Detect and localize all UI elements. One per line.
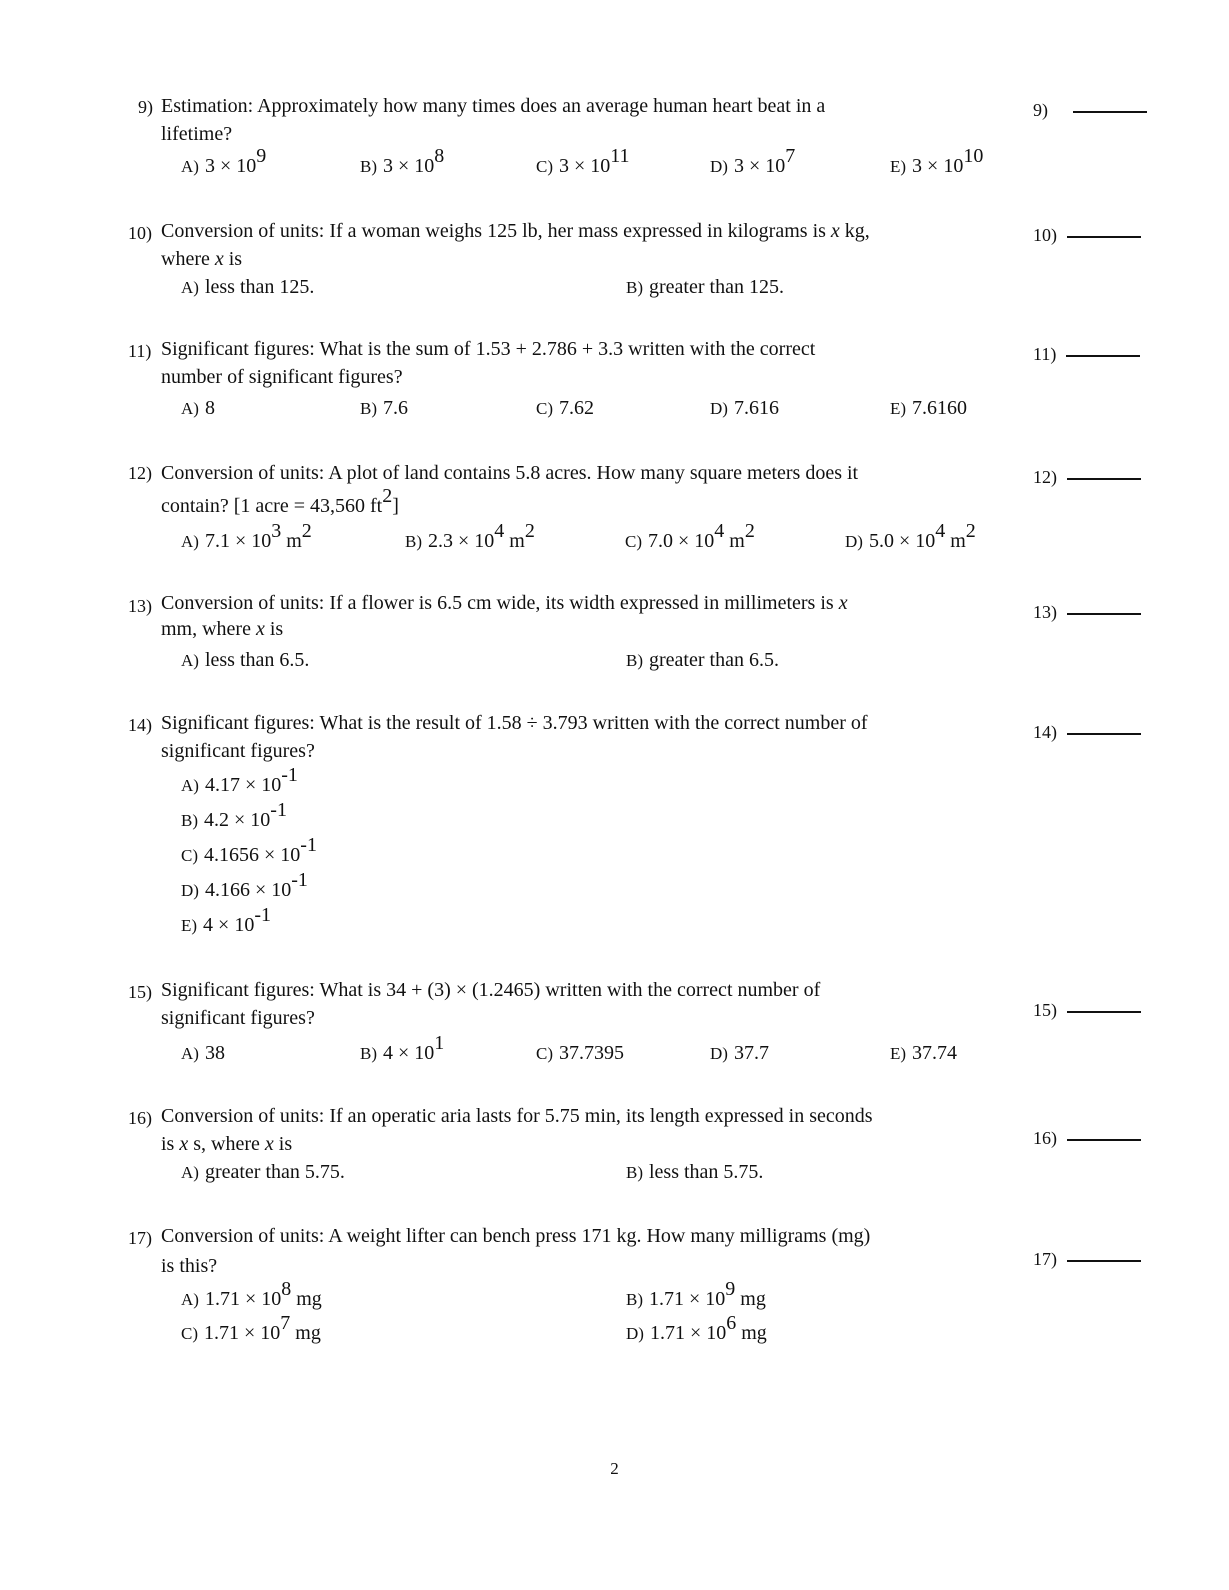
option-e: E) $4 \times 10^{-1}$ <box>181 904 271 936</box>
answer-blank[interactable]: 15) <box>1033 1000 1141 1021</box>
option-c: C) $1.71 \times 10^7$ mg <box>181 1312 321 1344</box>
option-b: B) $1.71 \times 10^9$ mg <box>626 1278 766 1310</box>
option-b: B) $3 \times 10^8$ <box>360 145 445 177</box>
option-c: C) $4.1656 \times 10^{-1}$ <box>181 834 317 866</box>
question-text: Conversion of units: A plot of land contains 5.8 acres. How many square meters does it contain? [1 acre = 43,560 $ft^2$] <box>161 462 859 517</box>
answer-line <box>1067 1139 1141 1141</box>
question-text: Significant figures: What is the sum of 1.53 + 2.786 + 3.3 written with the correct number of significant figures? <box>161 338 816 388</box>
question-number: 13) <box>128 596 152 616</box>
question-number: 14) <box>128 715 152 735</box>
answer-line <box>1067 478 1141 480</box>
option-b: B) 7.6 <box>360 397 408 419</box>
answer-line <box>1067 613 1141 615</box>
option-e: E) 37.74 <box>890 1042 958 1064</box>
question-number: 10) <box>128 223 152 243</box>
answer-blank[interactable]: 9) <box>1033 100 1147 121</box>
option-a: A) $7.1 \times 10^3$ $m^2$ <box>181 520 312 552</box>
option-c: C) $3 \times 10^{11}$ <box>536 145 630 177</box>
option-a: A) $3 \times 10^9$ <box>181 145 267 177</box>
option-d: D) $1.71 \times 10^6$ mg <box>626 1312 767 1344</box>
question-text: Conversion of units: If a woman weighs 125 lb, her mass expressed in kilograms is x kg, where x is <box>161 220 870 270</box>
question-number: 16) <box>128 1108 152 1128</box>
question-number: 15) <box>128 982 152 1002</box>
question-text: Significant figures: What is the result of 1.58 ÷ 3.793 written with the correct number of significant figures? <box>161 712 868 762</box>
question-text: Conversion of units: If an operatic aria lasts for 5.75 min, its length expressed in seconds is x s, where x is <box>161 1105 873 1155</box>
option-e: E) 7.6160 <box>890 397 968 419</box>
question-text: Estimation: Approximately how many times does an average human heart beat in a lifetime? <box>161 95 826 145</box>
answer-blank[interactable]: 17) <box>1033 1249 1141 1270</box>
option-d: D) $3 \times 10^7$ <box>710 145 796 177</box>
answer-line <box>1073 111 1147 113</box>
option-a: A) 38 <box>181 1042 225 1064</box>
question-number: 9) <box>138 97 153 117</box>
option-b: B) less than 5.75. <box>626 1161 764 1183</box>
option-d: D) $4.166 \times 10^{-1}$ <box>181 869 308 901</box>
option-b: B) $2.3 \times 10^4$ $m^2$ <box>405 520 535 552</box>
option-b: B) greater than 6.5. <box>626 649 779 671</box>
answer-blank[interactable]: 14) <box>1033 722 1141 743</box>
question-text: Significant figures: What is 34 + (3) × (1.2465) written with the correct number of significant figures? <box>161 979 821 1029</box>
answer-blank[interactable]: 12) <box>1033 467 1141 488</box>
question-text: Conversion of units: If a flower is 6.5 cm wide, its width expressed in millimeters is x mm, where x is <box>161 592 848 640</box>
answer-blank[interactable]: 13) <box>1033 602 1141 623</box>
answer-blank[interactable]: 16) <box>1033 1128 1141 1149</box>
question-number: 12) <box>128 463 152 483</box>
option-e: E) $3 \times 10^{10}$ <box>890 145 984 177</box>
option-c: C) $7.0 \times 10^4$ $m^2$ <box>625 520 755 552</box>
option-d: D) 7.616 <box>710 397 779 419</box>
answer-line <box>1067 1011 1141 1013</box>
question-number: 17) <box>128 1228 152 1248</box>
option-a: A) greater than 5.75. <box>181 1161 345 1183</box>
answer-blank[interactable]: 11) <box>1033 344 1140 365</box>
option-b: B) $4 \times 10^1$ <box>360 1032 445 1064</box>
option-a: A) $1.71 \times 10^8$ mg <box>181 1278 322 1310</box>
option-d: D) $5.0 \times 10^4$ $m^2$ <box>845 520 976 552</box>
option-c: C) 37.7395 <box>536 1042 624 1064</box>
option-d: D) 37.7 <box>710 1042 769 1064</box>
question-number: 11) <box>128 341 152 361</box>
question-text: Conversion of units: A weight lifter can bench press 171 kg. How many milligrams (mg) is this? <box>161 1225 871 1277</box>
option-a: A) $4.17 \times 10^{-1}$ <box>181 764 298 796</box>
page-number: 2 <box>610 1459 619 1478</box>
option-a: A) less than 125. <box>181 276 315 298</box>
option-a: A) 8 <box>181 397 215 419</box>
answer-line <box>1067 1260 1141 1262</box>
answer-line <box>1067 236 1141 238</box>
option-b: B) greater than 125. <box>626 276 784 298</box>
answer-line <box>1067 733 1141 735</box>
option-a: A) less than 6.5. <box>181 649 310 671</box>
answer-blank[interactable]: 10) <box>1033 225 1141 246</box>
option-c: C) 7.62 <box>536 397 594 419</box>
option-b: B) $4.2 \times 10^{-1}$ <box>181 799 287 831</box>
answer-line <box>1066 355 1140 357</box>
